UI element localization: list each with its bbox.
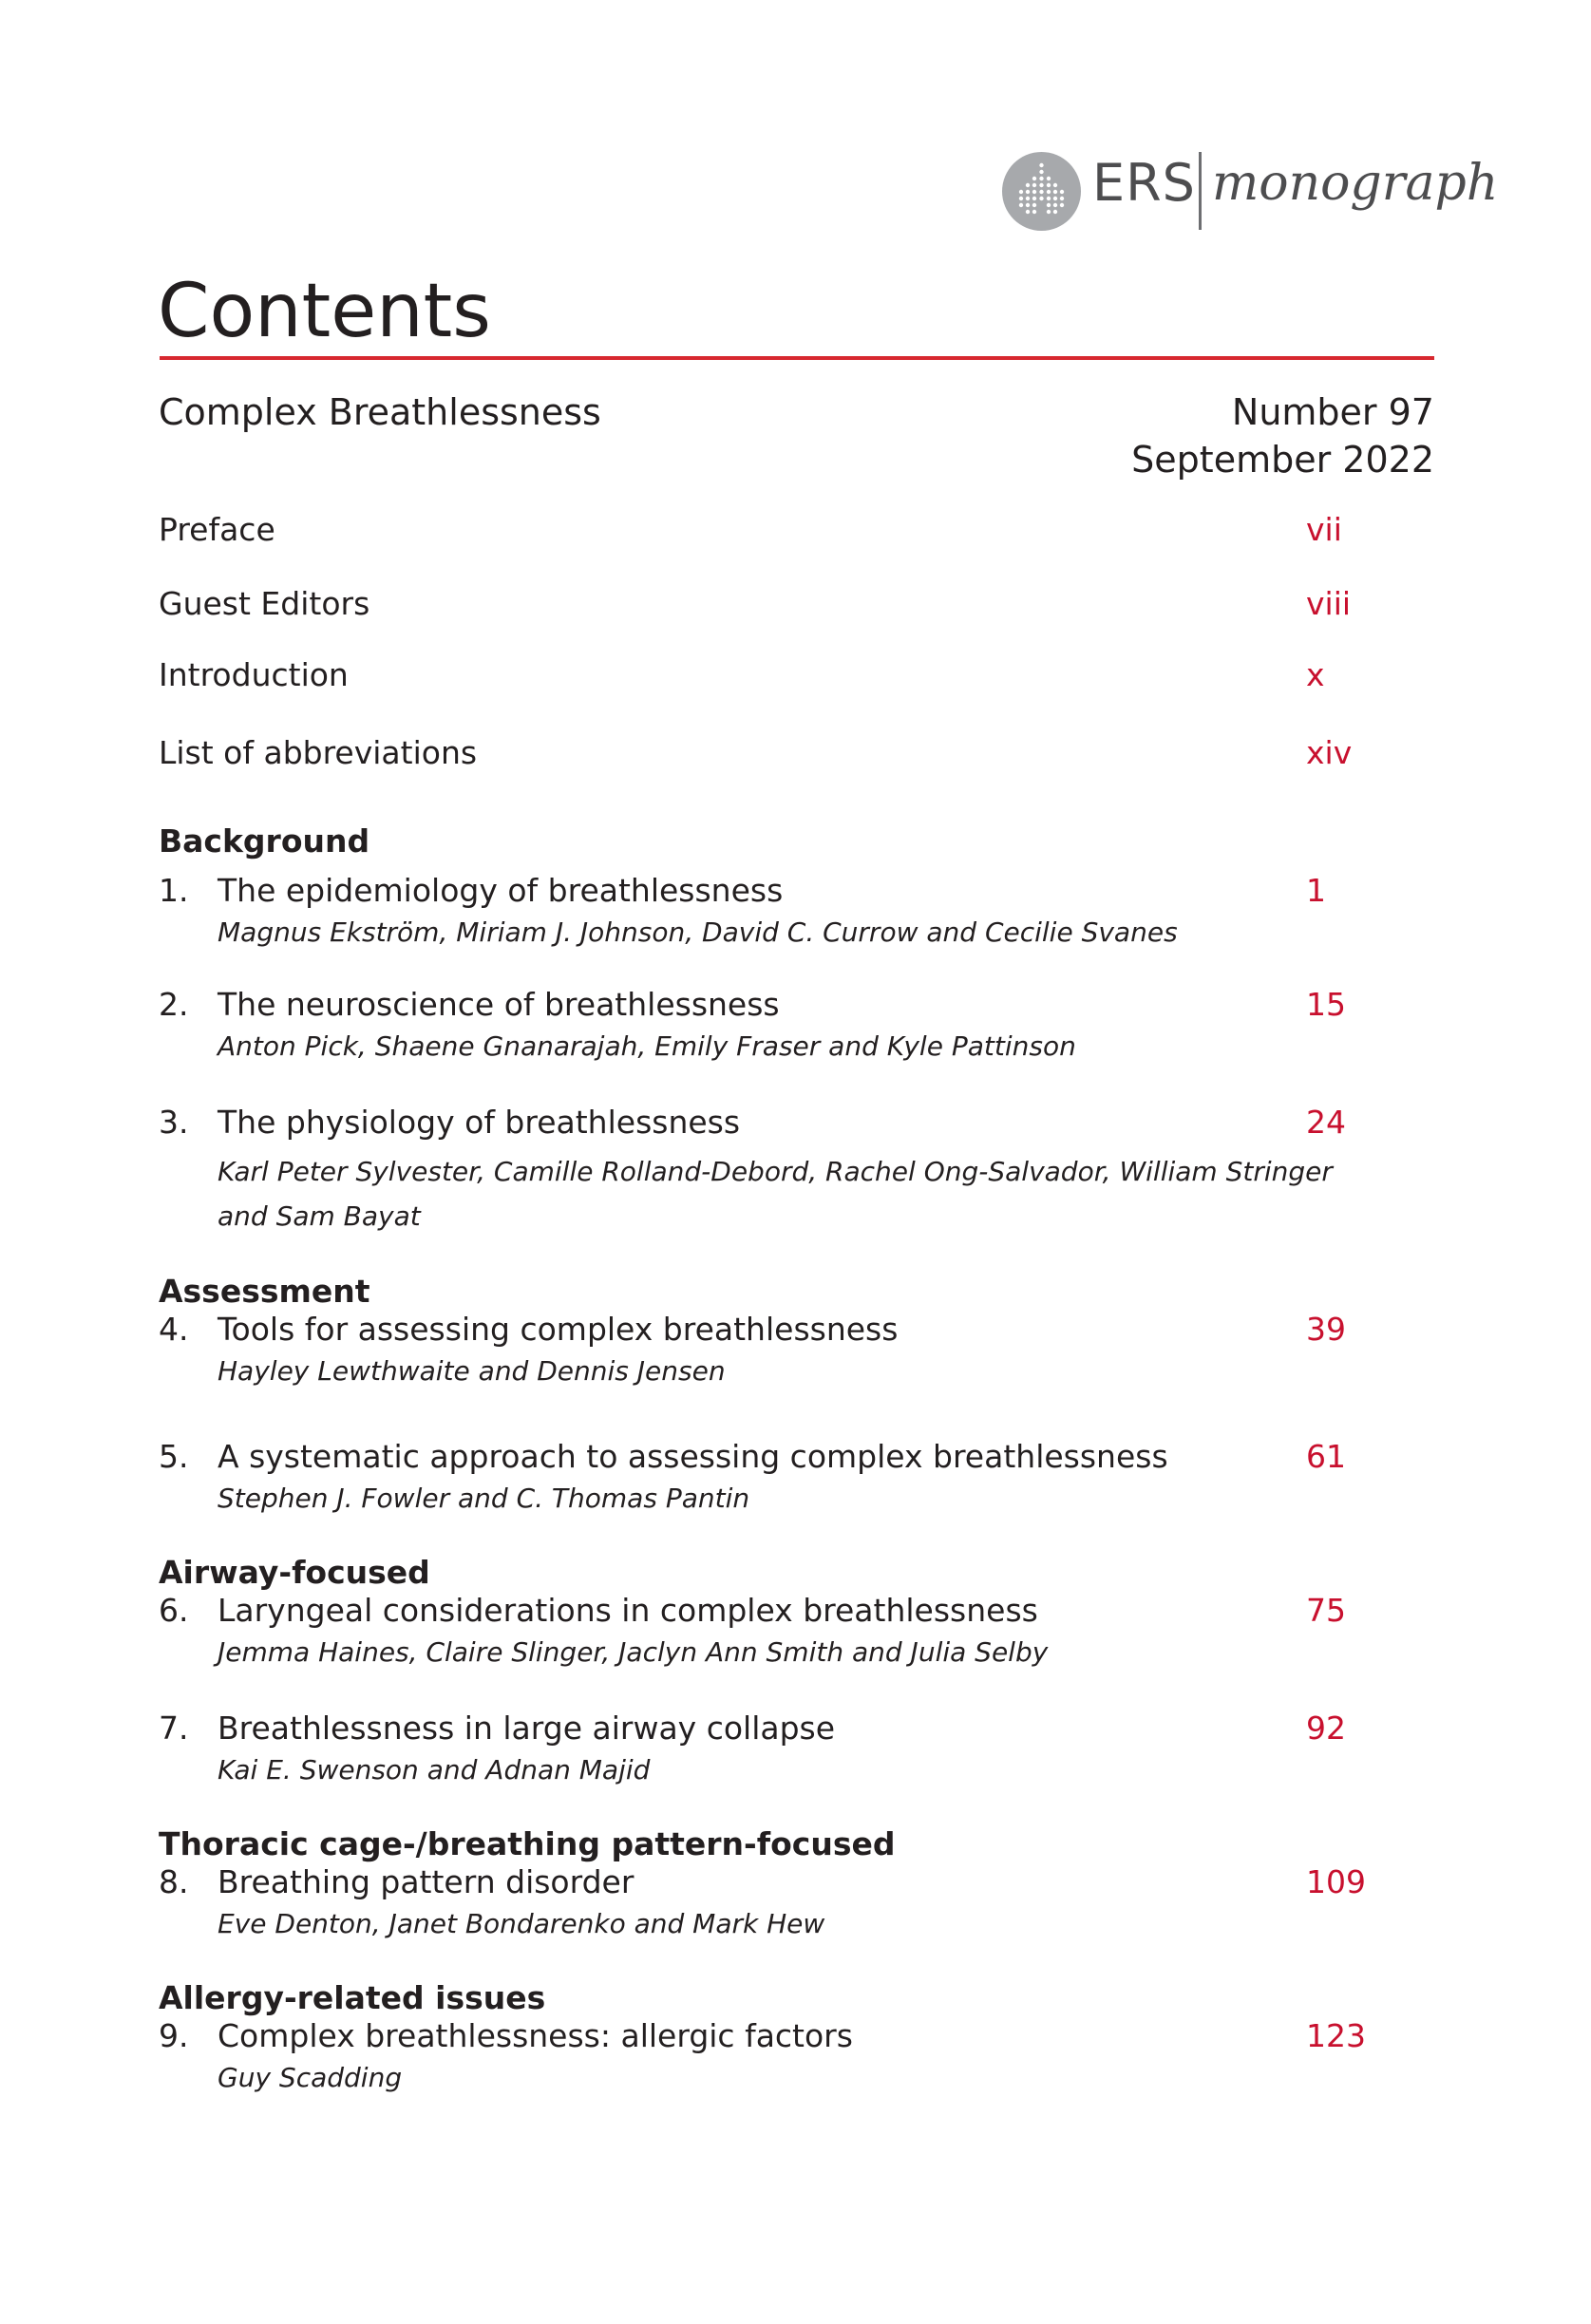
- issue-date: September 2022: [1131, 439, 1434, 481]
- chapter-authors: Jemma Haines, Claire Slinger, Jaclyn Ann Smith and Julia Selby: [218, 1636, 1049, 1668]
- chapter-number: 2.: [159, 986, 189, 1023]
- chapter-title[interactable]: Laryngeal considerations in complex breathlessness: [218, 1592, 1038, 1629]
- chapter-number: 5.: [159, 1438, 189, 1475]
- page-number[interactable]: vii: [1306, 511, 1342, 548]
- page-number[interactable]: 92: [1306, 1710, 1346, 1747]
- logo-divider: [1199, 152, 1202, 230]
- chapter-authors: Hayley Lewthwaite and Dennis Jensen: [218, 1355, 726, 1387]
- page-number[interactable]: 15: [1306, 986, 1346, 1023]
- chapter-title[interactable]: Tools for assessing complex breathlessness: [218, 1311, 899, 1348]
- page-number[interactable]: 24: [1306, 1104, 1346, 1141]
- page-number[interactable]: 39: [1306, 1311, 1346, 1348]
- page-number[interactable]: xiv: [1306, 734, 1353, 771]
- page-number[interactable]: 1: [1306, 872, 1326, 909]
- page-title: Contents: [158, 269, 491, 354]
- page-number[interactable]: 61: [1306, 1438, 1346, 1475]
- toc-entry-preface[interactable]: Preface: [159, 511, 275, 548]
- page-number[interactable]: 109: [1306, 1863, 1366, 1900]
- chapter-number: 3.: [159, 1104, 189, 1141]
- chapter-authors: Eve Denton, Janet Bondarenko and Mark Hew: [218, 1908, 825, 1939]
- chapter-authors: Anton Pick, Shaene Gnanarajah, Emily Fraser and Kyle Pattinson: [218, 1030, 1076, 1062]
- title-divider: [160, 356, 1434, 360]
- chapter-number: 8.: [159, 1863, 189, 1900]
- chapter-title[interactable]: A systematic approach to assessing complex breathlessness: [218, 1438, 1168, 1475]
- chapter-number: 1.: [159, 872, 189, 909]
- logo-product-text: monograph: [1212, 155, 1499, 212]
- chapter-title[interactable]: Complex breathlessness: allergic factors: [218, 2017, 853, 2054]
- chapter-number: 7.: [159, 1710, 189, 1747]
- chapter-number: 9.: [159, 2017, 189, 2054]
- section-heading: Thoracic cage-/breathing pattern-focused: [159, 1825, 896, 1862]
- chapter-authors: Magnus Ekström, Miriam J. Johnson, David C. Currow and Cecilie Svanes: [218, 916, 1178, 948]
- chapter-title[interactable]: The neuroscience of breathlessness: [218, 986, 780, 1023]
- issue-number: Number 97: [1231, 391, 1434, 433]
- chapter-number: 4.: [159, 1311, 189, 1348]
- section-heading: Background: [159, 822, 370, 860]
- chapter-authors-continued: and Sam Bayat: [218, 1200, 421, 1232]
- chapter-authors: Stephen J. Fowler and C. Thomas Pantin: [218, 1483, 750, 1514]
- page-number[interactable]: viii: [1306, 585, 1352, 622]
- chapter-number: 6.: [159, 1592, 189, 1629]
- chapter-title[interactable]: The epidemiology of breathlessness: [218, 872, 784, 909]
- chapter-title[interactable]: Breathlessness in large airway collapse: [218, 1710, 836, 1747]
- chapter-authors: Karl Peter Sylvester, Camille Rolland-Debord, Rachel Ong-Salvador, William Stringer: [218, 1156, 1333, 1187]
- page-number[interactable]: 75: [1306, 1592, 1346, 1629]
- section-heading: Assessment: [159, 1273, 370, 1310]
- section-heading: Allergy-related issues: [159, 1979, 546, 2016]
- page-number[interactable]: x: [1306, 656, 1325, 693]
- chapter-authors: Kai E. Swenson and Adnan Majid: [218, 1754, 651, 1786]
- section-heading: Airway-focused: [159, 1554, 430, 1591]
- ers-logo-icon: [1002, 152, 1081, 231]
- chapter-authors: Guy Scadding: [218, 2062, 403, 2093]
- logo-brand-text: ERS: [1092, 153, 1196, 213]
- toc-entry-abbreviations[interactable]: List of abbreviations: [159, 734, 478, 771]
- toc-entry-introduction[interactable]: Introduction: [159, 656, 349, 693]
- page-number[interactable]: 123: [1306, 2017, 1366, 2054]
- chapter-title[interactable]: The physiology of breathlessness: [218, 1104, 741, 1141]
- chapter-title[interactable]: Breathing pattern disorder: [218, 1863, 635, 1900]
- monograph-title: Complex Breathlessness: [159, 391, 601, 433]
- toc-entry-guest-editors[interactable]: Guest Editors: [159, 585, 370, 622]
